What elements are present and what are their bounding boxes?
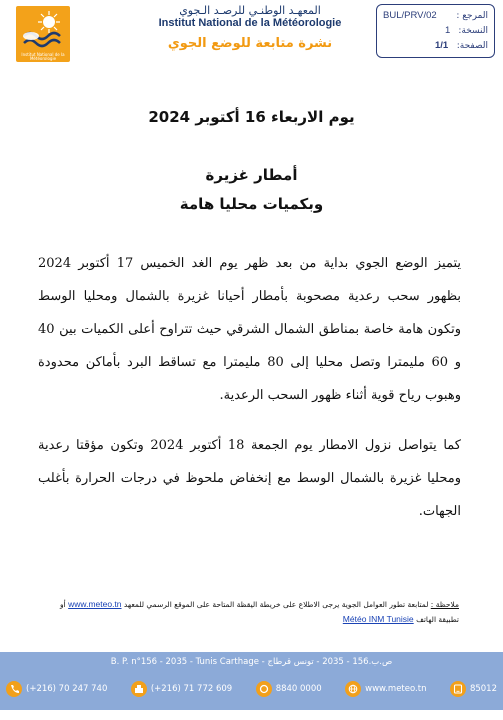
reference-box bbox=[376, 4, 495, 58]
paragraph-forecast-thursday: يتميز الوضع الجوي بداية من بعد ظهر يوم الغد الخميس 17 أكتوبر 2024 بظهور سحب رعدية مصحوبة بأمطار أحيانا غزيرة بالشمال ومحليا الوسط وتكون هامة خاصة بمناطق الشمال الشرقي حيث تتراوح أعلى الكميات بين 40 و 60 مليمترا وتصل محليا إلى 80 مليمترا مع تساقط البرد بأماكن محدودة وهبوب رياح قوية أثناء ظهور السحب الرعدية. bbox=[38, 256, 461, 403]
contact-green-number bbox=[256, 681, 322, 697]
app-link[interactable]: Météo INM Tunisie bbox=[342, 614, 414, 624]
note-label: ملاحظة : bbox=[430, 600, 459, 609]
contact-phone bbox=[6, 681, 107, 697]
bulletin-date: يوم الاربعاء 16 أكتوبر 2024 bbox=[148, 108, 355, 126]
headline-primary: أمطار غزيرة bbox=[205, 166, 298, 184]
note-app-text: تطبيقة الهاتف bbox=[416, 615, 459, 624]
contact-phone-text: (+216) 70 247 740 bbox=[26, 684, 108, 694]
logo-label: Institut National de la Météorologie bbox=[21, 52, 65, 61]
page-line bbox=[383, 40, 488, 51]
headline-secondary: وبكميات محليا هامة bbox=[179, 195, 324, 213]
contact-fax bbox=[131, 681, 232, 697]
contact-website bbox=[345, 681, 426, 697]
footer-address: B. P. n°156 - 2035 - Tunis Carthage - ص.ب.156 - 2035 - تونس قرطاج bbox=[110, 657, 393, 667]
contact-sms-text: 85012 bbox=[469, 684, 497, 694]
copy-line bbox=[383, 25, 488, 36]
copy-value: 1 bbox=[445, 25, 451, 36]
contact-sms bbox=[450, 681, 497, 697]
globe-icon bbox=[345, 681, 361, 697]
phone-icon bbox=[6, 681, 22, 697]
inm-logo bbox=[16, 6, 70, 62]
institute-name-french: Institut National de la Météorologie bbox=[158, 17, 342, 29]
reference-label: المرجع : bbox=[456, 10, 488, 21]
reference-value: BUL/PRV/02 bbox=[383, 10, 437, 21]
fax-icon bbox=[131, 681, 147, 697]
page-label: الصفحة: bbox=[456, 40, 488, 51]
note-or: أو bbox=[60, 600, 66, 609]
website-link[interactable]: www.meteo.tn bbox=[68, 599, 122, 609]
institute-name-arabic: المعهـد الوطنـي للرصـد الـجوي bbox=[179, 4, 321, 17]
sms-icon bbox=[450, 681, 466, 697]
contact-green-number-text: 8840 0000 bbox=[275, 684, 322, 694]
contact-website-text[interactable]: www.meteo.tn bbox=[365, 684, 427, 694]
green-number-icon bbox=[256, 681, 272, 697]
bulletin-title: نشرة متابعة للوضع الجوي bbox=[167, 36, 333, 51]
copy-label: النسخة: bbox=[458, 25, 488, 36]
note-text: لمتابعة تطور العوامل الجوية يرجى الاطلاع على خريطة اليقظة المتاحة على الموقع الرسمي للمعهد bbox=[123, 600, 429, 609]
contact-fax-text: (+216) 71 772 609 bbox=[150, 684, 233, 694]
note-block bbox=[40, 597, 459, 627]
bottom-margin bbox=[0, 710, 503, 720]
footer-contacts bbox=[6, 674, 497, 704]
paragraph-forecast-friday: كما يتواصل نزول الامطار يوم الجمعة 18 أكتوبر 2024 وتكون مؤقتا رعدية ومحليا غزيرة بالشمال الوسط مع إنخفاض ملحوظ في درجات الحرارة بأغلب الجهات. bbox=[38, 438, 461, 519]
footer bbox=[0, 652, 503, 710]
reference-line bbox=[383, 10, 488, 21]
page-value: 1/1 bbox=[435, 40, 449, 51]
